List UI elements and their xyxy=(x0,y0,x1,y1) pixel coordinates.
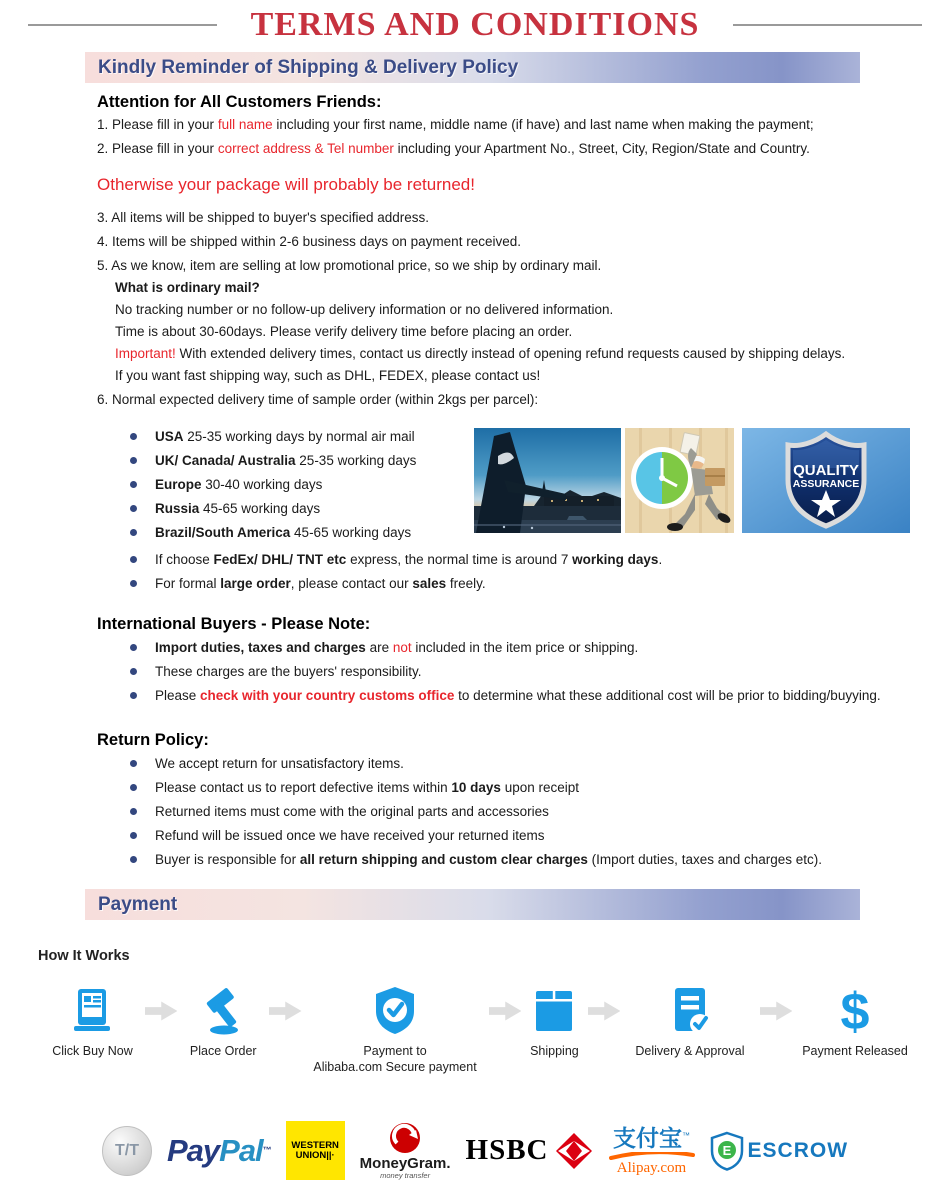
bullet-icon xyxy=(130,856,137,863)
hsbc-hexagon-icon xyxy=(554,1131,594,1171)
numbered-item-2: 2. Please fill in your correct address & Tel number including your Apartment No., Street, City, Region/State and Country. xyxy=(97,141,810,156)
flow-step-label: Payment to xyxy=(363,1044,427,1058)
escrow-shield-icon xyxy=(710,1131,744,1171)
arrow-right-icon xyxy=(489,1000,521,1022)
page-title: TERMS AND CONDITIONS xyxy=(250,6,700,43)
return-bullet-3: Returned items must come with the original parts and accessories xyxy=(155,804,549,819)
list-item xyxy=(130,450,474,471)
list-item xyxy=(130,426,474,447)
intl-bullet-duties: Import duties, taxes and charges are not included in the item price or shipping. xyxy=(155,640,639,655)
bullet-icon xyxy=(130,457,137,464)
flow-step-label: Click Buy Now xyxy=(52,1044,133,1058)
bullet-icon xyxy=(130,760,137,767)
fast-shipping-line: If you want fast shipping way, such as DHL, FEDEX, please contact us! xyxy=(115,368,541,383)
flow-step-label: Payment Released xyxy=(802,1044,908,1058)
express-note: If choose FedEx/ DHL/ TNT etc express, the normal time is around 7 working days. xyxy=(155,552,663,567)
numbered-item-6: 6. Normal expected delivery time of sample order (within 2kgs per parcel): xyxy=(97,392,539,407)
moneygram-globe-icon xyxy=(389,1122,421,1154)
western-union-logo xyxy=(286,1121,345,1180)
flow-step-delivery-approval xyxy=(620,983,759,1059)
paypal-text-dark: Pay xyxy=(166,1133,220,1168)
quality-assurance-badge xyxy=(742,428,910,533)
bullet-icon xyxy=(130,433,137,440)
title-left-rule xyxy=(28,24,217,26)
arrow-right-icon xyxy=(760,1000,792,1022)
payment-band xyxy=(85,889,860,920)
numbered-item-5: 5. As we know, item are selling at low promotional price, so we ship by ordinary mail. xyxy=(97,258,602,273)
alipay-chinese-text: 支付宝 xyxy=(613,1124,683,1151)
list-item xyxy=(130,573,910,594)
return-bullet-1: We accept return for unsatisfactory items. xyxy=(155,756,404,771)
bullet-icon xyxy=(130,580,137,587)
returned-warning: Otherwise your package will probably be returned! xyxy=(97,175,475,194)
title-row xyxy=(0,0,950,43)
moneygram-logo xyxy=(360,1122,451,1180)
payment-flow xyxy=(40,983,918,1075)
bullet-icon xyxy=(130,529,137,536)
delivery-times-section xyxy=(97,426,910,546)
document-check-icon xyxy=(664,983,716,1037)
moneygram-name: MoneyGram. xyxy=(359,1154,451,1172)
title-right-rule xyxy=(733,24,922,26)
ordinary-mail-line-1: No tracking number or no follow-up delivery information or no delivered information. xyxy=(115,302,614,317)
bullet-icon xyxy=(130,668,137,675)
attention-heading: Attention for All Customers Friends: xyxy=(97,93,382,111)
escrow-text: ESCROW xyxy=(747,1139,849,1162)
courier-photo xyxy=(625,428,734,533)
flow-step-secure-payment xyxy=(302,983,489,1075)
bullet-icon xyxy=(130,481,137,488)
gavel-icon xyxy=(197,983,249,1037)
svg-text:$: $ xyxy=(840,984,870,1036)
list-item xyxy=(130,549,910,570)
badge-line1-text: QUALITY xyxy=(793,462,859,479)
alipay-logo xyxy=(609,1126,695,1176)
airport-photo xyxy=(474,428,621,533)
shipping-content xyxy=(97,92,910,870)
numbered-item-4: 4. Items will be shipped within 2-6 business days on payment received. xyxy=(97,234,521,249)
international-heading: International Buyers - Please Note: xyxy=(97,615,371,633)
important-note: Important! With extended delivery times, contact us directly instead of opening refund requests caused by shipping delays. xyxy=(115,346,846,361)
list-item xyxy=(130,685,910,706)
delivery-time-uk-canada-australia: UK/ Canada/ Australia 25-35 working days xyxy=(155,453,417,468)
how-it-works-heading: How It Works xyxy=(38,948,130,964)
list-item xyxy=(130,661,910,682)
paypal-logo xyxy=(166,1133,271,1168)
intl-bullet-customs: Please check with your country customs office to determine what these additional cost will be prior to bidding/buyying. xyxy=(155,688,881,703)
bullet-icon xyxy=(130,556,137,563)
list-item xyxy=(130,825,910,846)
badge-line2-text: ASSURANCE xyxy=(792,478,860,490)
flow-step-label: Place Order xyxy=(189,1044,257,1058)
payment-band-title: Payment xyxy=(98,894,178,915)
laptop-icon xyxy=(66,983,118,1037)
bullet-icon xyxy=(130,644,137,651)
alipay-tm: ™ xyxy=(682,1130,691,1140)
list-item xyxy=(130,849,910,870)
payment-methods xyxy=(0,1121,950,1180)
numbered-item-1: 1. Please fill in your full name including your first name, middle name (if have) and last name when making the payment; xyxy=(97,117,814,132)
shipping-policy-band xyxy=(85,52,860,83)
western-union-line1: WESTERN xyxy=(291,1139,339,1151)
delivery-time-europe: Europe 30-40 working days xyxy=(155,477,323,492)
flow-step-label-2: Alibaba.com Secure payment xyxy=(313,1060,477,1074)
bullet-icon xyxy=(130,692,137,699)
ordinary-mail-question: What is ordinary mail? xyxy=(115,280,260,295)
svg-text:E: E xyxy=(722,1142,731,1158)
return-bullet-4: Refund will be issued once we have received your returned items xyxy=(155,828,545,843)
dollar-icon xyxy=(829,983,881,1037)
shipping-policy-band-title: Kindly Reminder of Shipping & Delivery Policy xyxy=(98,57,519,78)
ordinary-mail-block xyxy=(115,277,910,387)
list-item xyxy=(130,474,474,495)
list-item xyxy=(130,801,910,822)
bullet-icon xyxy=(130,505,137,512)
ordinary-mail-line-2: Time is about 30-60days. Please verify delivery time before placing an order. xyxy=(115,324,573,339)
return-policy-heading: Return Policy: xyxy=(97,731,209,749)
delivery-time-usa: USA 25-35 working days by normal air mail xyxy=(155,429,415,444)
shipping-photos xyxy=(474,426,910,546)
moneygram-tagline: money transfer xyxy=(380,1170,431,1180)
arrow-right-icon xyxy=(588,1000,620,1022)
bullet-icon xyxy=(130,784,137,791)
flow-step-label: Shipping xyxy=(530,1044,579,1058)
bullet-icon xyxy=(130,808,137,815)
delivery-times-list xyxy=(97,426,474,546)
list-item xyxy=(130,522,474,543)
flow-step-place-order xyxy=(177,983,269,1059)
paypal-text-light: Pal xyxy=(219,1133,263,1168)
flow-step-payment-released xyxy=(792,983,918,1059)
arrow-right-icon xyxy=(269,1000,301,1022)
list-item xyxy=(130,753,910,774)
intl-bullet-responsibility: These charges are the buyers' responsibility. xyxy=(155,664,422,679)
hsbc-text: HSBC xyxy=(465,1134,549,1166)
flow-step-click-buy-now xyxy=(40,983,145,1059)
delivery-time-russia: Russia 45-65 working days xyxy=(155,501,321,516)
large-order-note: For formal large order, please contact our sales freely. xyxy=(155,576,486,591)
alipay-swoosh-icon xyxy=(609,1152,695,1160)
arrow-right-icon xyxy=(145,1000,177,1022)
tt-logo: T/T xyxy=(102,1126,152,1176)
western-union-line2: UNION||· xyxy=(295,1149,335,1161)
return-bullet-2: Please contact us to report defective items within 10 days upon receipt xyxy=(155,780,580,795)
list-item xyxy=(130,498,474,519)
list-item xyxy=(130,637,910,658)
numbered-item-3: 3. All items will be shipped to buyer's specified address. xyxy=(97,210,429,225)
bullet-icon xyxy=(130,832,137,839)
return-bullet-5: Buyer is responsible for all return shipping and custom clear charges (Import duties, taxes and charges etc). xyxy=(155,852,823,867)
alipay-url-text: Alipay.com xyxy=(616,1159,687,1176)
flow-step-label: Delivery & Approval xyxy=(635,1044,745,1058)
flow-step-shipping xyxy=(521,983,588,1059)
delivery-time-brazil-south-america: Brazil/South America 45-65 working days xyxy=(155,525,412,540)
paypal-tm: ™ xyxy=(262,1145,271,1155)
escrow-logo xyxy=(710,1131,849,1171)
package-icon xyxy=(528,983,580,1037)
hsbc-logo xyxy=(466,1131,594,1171)
shield-check-icon xyxy=(369,983,421,1037)
list-item xyxy=(130,777,910,798)
